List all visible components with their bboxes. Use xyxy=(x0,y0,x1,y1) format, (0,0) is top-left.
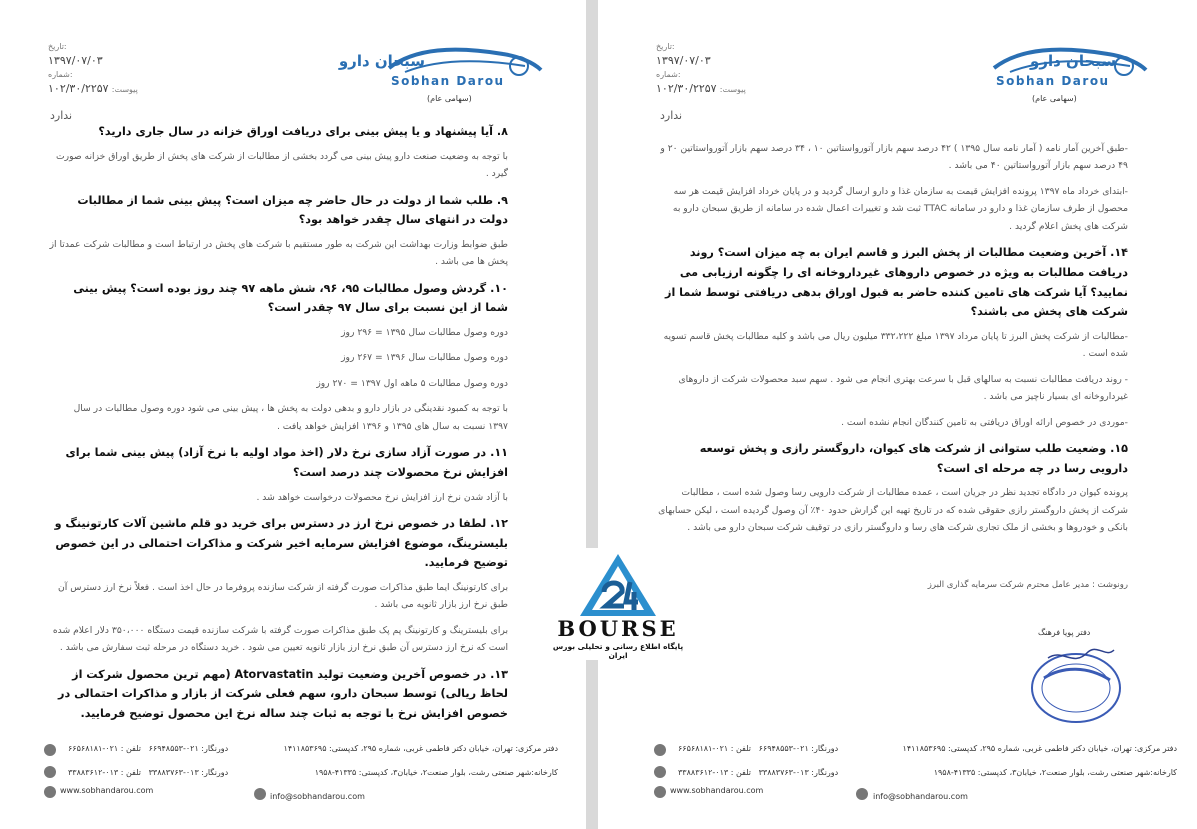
page-gap xyxy=(586,0,598,829)
footer-website: www.sobhandarou.com xyxy=(670,786,764,795)
phone-icon xyxy=(44,766,56,778)
footer-phone-factory: دورنگار: ۰۱۳-۳۳۸۸۳۷۶۳ تلفن : ۰۱۳-۳۳۸۸۳۶۱۲ xyxy=(68,768,229,777)
logo-fa-text: سبحان دارو xyxy=(338,52,425,70)
footer-website: www.sobhandarou.com xyxy=(60,786,154,795)
logo-swoosh-icon xyxy=(338,44,545,78)
answer-text: طبق ضوابط وزارت بهداشت این شرکت به طور مستقیم با شرکت های پخش در ارتباط است و مطالبات شرکت عمدتا از پخش ها می باشد . xyxy=(49,238,508,268)
footer-address-hq: دفتر مرکزی: تهران، خیابان دکتر فاطمی غربی، شماره ۲۹۵، کدپستی: ۱۴۱۱۸۵۳۶۹۵ xyxy=(283,744,558,753)
number-label: شماره: xyxy=(656,70,681,80)
footer-email: info@sobhandarou.com xyxy=(873,792,968,801)
company-logo xyxy=(338,40,550,108)
attachment-label: پیوست: xyxy=(111,84,138,94)
logo-en-text: Sobhan Darou xyxy=(996,74,1110,88)
footer-address-factory: کارخانه:شهر صنعتی رشت، بلوار صنعت۲، خیابان۳، کدپستی: ۴۱۳۳۵-۱۹۵۸ xyxy=(314,768,558,777)
question-text: ۱۴. آخرین وضعیت مطالبات از پخش البرز و قاسم ایران به چه میزان است؟ روند دریافت مطالبات به ویژه در خصوص داروهای غیرداروخانه ای را چگونه ارزیابی می نمایید؟ آیا شرکت های تامین کننده حاضر به قبول اوراق بدهی دریافتی توسط شما از شرکت های پخش می باشند؟ xyxy=(665,246,1128,319)
question-text: ۱۱. در صورت آزاد سازی نرخ دلار (اخذ مواد اولیه با نرخ آزاد) پیش بینی شما برای افزایش نرخ محصولات چند درصد است؟ xyxy=(65,446,508,479)
footer-address-hq: دفتر مرکزی: تهران، خیابان دکتر فاطمی غربی، شماره ۲۹۵، کدپستی: ۱۴۱۱۸۵۳۶۹۵ xyxy=(902,744,1177,753)
number-value: ۱۰۲/۳۰/۲۲۵۷ xyxy=(48,81,109,95)
question-text: ۱۰. گردش وصول مطالبات ۹۵، ۹۶، شش ماهه ۹۷ چند روز بوده است؟ پیش بینی شما از این نسبت برای سال ۹۷ چقدر است؟ xyxy=(73,281,508,315)
answer-text: با توجه به وضعیت صنعت دارو پیش بینی می گردد بخشی از مطالبات از شرکت های پخش از طریق اوراق خزانه صورت گیرد . xyxy=(55,150,508,180)
letter-body xyxy=(658,140,1128,545)
answer-text: - روند دریافت مطالبات نسبت به سالهای قبل با سرعت بهتری انجام می شود . سهم سبد محصولات شرکت از داروهای غیرداروخانه ای بسیار ناچیز می باشد . xyxy=(678,373,1128,403)
date-label: تاریخ: xyxy=(656,42,675,51)
answer-text: دوره وصول مطالبات ۵ ماهه اول ۱۳۹۷ = ۲۷۰ روز xyxy=(316,377,508,389)
question-text: ۱۳. در خصوص آخرین وضعیت تولید Atorvastatin (مهم ترین محصول شرکت از لحاظ ریالی) توسط سبحان دارو، سهم فعلی شرکت از بازار و مذاکرات احتمالی در خصوص افزایش نرخ با توجه به ثبات چند ساله نرخ این محصول توضیح فرمایید. xyxy=(58,667,508,720)
cc-line: رونوشت : مدیر عامل محترم شرکت سرمایه گذاری البرز xyxy=(927,580,1128,590)
number-value: ۱۰۲/۳۰/۲۲۵۷ xyxy=(656,81,717,95)
footer-address-factory: کارخانه:شهر صنعتی رشت، بلوار صنعت۲، خیابان۳، کدپستی: ۴۱۳۳۵-۱۹۵۸ xyxy=(933,768,1177,777)
top-answer: ندارد xyxy=(50,109,73,122)
answer-text: دوره وصول مطالبات سال ۱۳۹۶ = ۲۶۷ روز xyxy=(341,352,508,364)
number-label: شماره: xyxy=(48,70,73,80)
phone-icon xyxy=(44,744,56,756)
question-text: ۹. طلب شما از دولت در حال حاضر چه میزان است؟ پیش بینی شما از مطالبات دولت در انتهای سال چقدر خواهد بود؟ xyxy=(77,193,508,227)
email-icon xyxy=(856,788,868,800)
letter-meta xyxy=(656,40,806,97)
top-answer: ندارد xyxy=(660,109,683,122)
bourse24-watermark xyxy=(548,548,688,660)
logo-swoosh-icon xyxy=(990,44,1150,78)
watermark-title: BOURSE xyxy=(557,616,679,641)
letter-page-right xyxy=(598,0,1197,829)
question-text: ۱۲. لطفا در خصوص نرخ ارز در دسترس برای خرید دو قلم ماشین آلات کارتونینگ و بلیسترینگ، موضوع افزایش سرمایه اخیر شرکت و مذاکرات احتمالی در این خصوص توضیح فرمایید. xyxy=(54,517,508,570)
phone-icon xyxy=(654,766,666,778)
answer-text: با آزاد شدن نرخ ارز افزایش نرخ محصولات درخواست خواهد شد . xyxy=(256,491,508,503)
phone-icon xyxy=(654,744,666,756)
globe-icon xyxy=(44,786,56,798)
bourse24-logo-icon xyxy=(578,552,658,618)
footer-phone-hq: دورنگار: ۰۲۱-۶۶۹۴۸۵۵۳ تلفن : ۰۲۱-۶۶۵۶۸۱۸۱ xyxy=(68,744,229,753)
logo-sub-text: (سهامی عام) xyxy=(1032,94,1077,103)
date-label: تاریخ: xyxy=(48,42,67,51)
logo-fa-text: سبحان دارو xyxy=(1030,52,1117,70)
letter-page-left xyxy=(0,0,586,829)
answer-text: پرونده کیوان در دادگاه تجدید نظر در جریان است ، عمده مطالبات از شرکت دارویی رسا وصول شده است ، مطالبات شرکت از پخش داروگستر رازی حقوقی شده که در تاریخ تهیه این گزارش حدود ۴۰٪ آن وصول گردیده است ، لیکن حسابهای بانکی و خودروها و بخشی از ملک تجاری شرکت های رسا و داروگستر رازی در توقیف شرکت سبحان دارو می باشد . xyxy=(658,487,1128,534)
question-text: ۱۵. وضعیت طلب ستوانی از شرکت های کیوان، داروگستر رازی و پخش توسعه دارویی رسا در چه مرحله ای است؟ xyxy=(699,442,1128,475)
company-logo xyxy=(990,40,1155,108)
answer-text: -موردی در خصوص ارائه اوراق دریافتی به تامین کنندگان انجام نشده است . xyxy=(841,416,1128,428)
date-value: ۱۳۹۷/۰۷/۰۳ xyxy=(48,53,103,67)
footer-phone-hq: دورنگار: ۰۲۱-۶۶۹۴۸۵۵۳ تلفن : ۰۲۱-۶۶۵۶۸۱۸۱ xyxy=(678,744,839,753)
globe-icon xyxy=(654,786,666,798)
answer-text: دوره وصول مطالبات سال ۱۳۹۵ = ۲۹۶ روز xyxy=(341,326,508,338)
logo-en-text: Sobhan Darou xyxy=(391,74,505,88)
answer-text: برای کارتونینگ ایما طبق مذاکرات صورت گرفته از شرکت سازنده پروفرما در حال اخذ است . فعلاً نرخ ارز دسترس آن طبق نرخ ارز بازار ثانویه می باشد . xyxy=(58,581,508,611)
question-text: ۸. آیا پیشنهاد و یا پیش بینی برای دریافت اوراق خزانه در سال جاری دارید؟ xyxy=(98,125,508,138)
signature-stamp xyxy=(1018,628,1128,728)
answer-text: -ابتدای خرداد ماه ۱۳۹۷ پرونده افزایش قیمت به سازمان غذا و دارو ارسال گردید و در پایان خرداد افزایش قیمت هر سه محصول از طرف سازمان غذا و دارو در سامانه TTAC ثبت شد و تغییرات اعمال شده در سامانه از طریق سبحان دارو به شرکت های پخش اعلام گردید . xyxy=(672,185,1128,232)
watermark-subtitle: پایگاه اطلاع رسانی و تحلیلی بورس ایران xyxy=(552,642,684,660)
email-icon xyxy=(254,788,266,800)
footer-email: info@sobhandarou.com xyxy=(270,792,365,801)
answer-text: -مطالبات از شرکت پخش البرز تا پایان مرداد ۱۳۹۷ مبلغ ۳۳۲،۲۲۲ میلیون ریال می باشد و کلیه مطالبات پخش قاسم تسویه شده است . xyxy=(663,330,1128,360)
logo-sub-text: (سهامی عام) xyxy=(427,94,472,103)
letter-meta xyxy=(48,40,198,97)
footer-phone-factory: دورنگار: ۰۱۳-۳۳۸۸۳۷۶۳ تلفن : ۰۱۳-۳۳۸۸۳۶۱۲ xyxy=(678,768,839,777)
answer-text: -طبق آخرین آمار نامه ( آمار نامه سال ۱۳۹۵ ) ۴۲ درصد سهم بازار آتورواستاتین ۱۰ ، ۳۴ درصد سهم بازار آتورواستاتین ۲۰ و ۴۹ درصد سهم بازار آتورواستاتین ۴۰ می باشد . xyxy=(660,143,1128,172)
attachment-label: پیوست: xyxy=(719,84,746,94)
answer-text: برای بلیسترینگ و کارتونینگ پم پک طبق مذاکرات صورت گرفته با شرکت سازنده قیمت دستگاه ۳۵۰،۰۰۰ دلار اعلام شده است که نرخ ارز دسترس آن طبق نرخ ارز بازار ثانویه تعیین می شود . خرید دستگاه در مرحله ثبت سفارش می باشد . xyxy=(52,624,508,654)
stamp-seal-icon xyxy=(1018,628,1128,728)
signature-title: دفتر پویا فرهنگ xyxy=(1038,628,1091,637)
letter-body xyxy=(48,122,508,730)
answer-text: با توجه به کمبود نقدینگی در بازار دارو و بدهی دولت به پخش ها ، پیش بینی می شود دوره وصول مطالبات در سال ۱۳۹۷ نسبت به سال های ۱۳۹۵ و ۱۳۹۶ افزایش خواهد یافت . xyxy=(73,403,508,432)
date-value: ۱۳۹۷/۰۷/۰۳ xyxy=(656,53,711,67)
